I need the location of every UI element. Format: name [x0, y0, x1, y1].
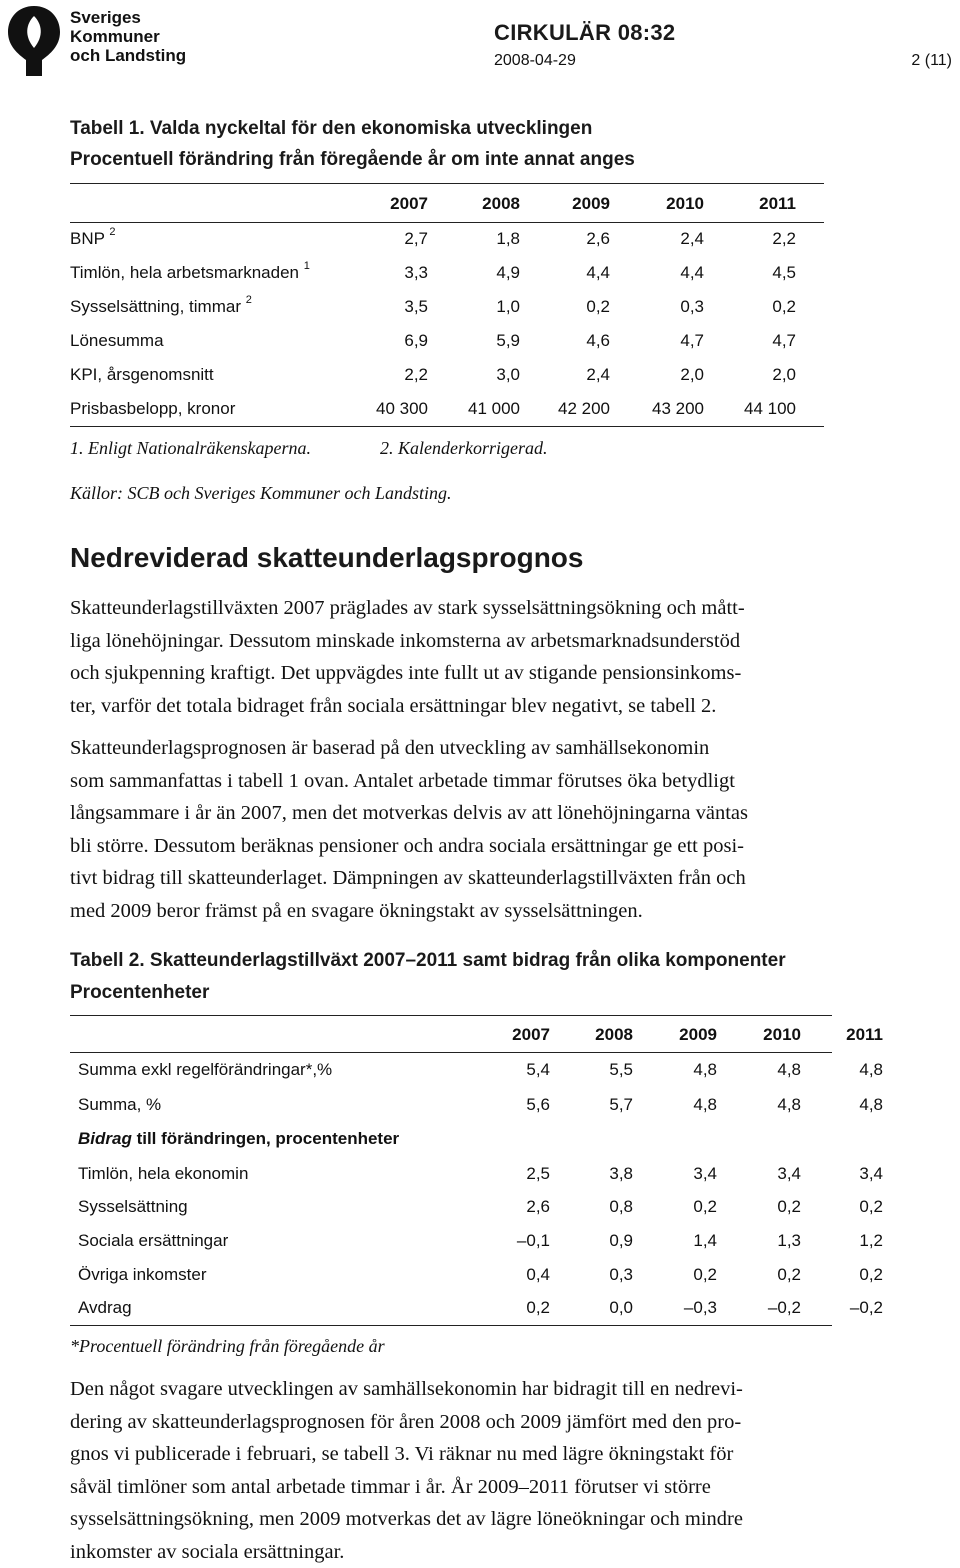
table-cell: 5,9 [440, 331, 520, 351]
row-label: Övriga inkomster [78, 1265, 206, 1285]
table-cell: 4,4 [530, 263, 610, 283]
table-cell: 5,7 [553, 1095, 633, 1115]
footnote-marker: 2 [109, 226, 115, 238]
table-cell: 4,8 [721, 1060, 801, 1080]
year-cell: 2009 [637, 1025, 717, 1045]
table1-subcaption: Procentuell förändring från föregående år om inte annat anges [70, 149, 635, 171]
table-cell: 3,3 [348, 263, 428, 283]
table1-sources: Källor: SCB och Sveriges Kommuner och Landsting. [70, 483, 451, 504]
row-label: Lönesumma [70, 331, 164, 351]
logo-line-3: och Landsting [70, 46, 186, 65]
text-line: inkomster av sociala ersättningar. [70, 1536, 918, 1568]
table-cell: 0,2 [530, 297, 610, 317]
row-label: Timlön, hela ekonomin [78, 1164, 248, 1184]
table-cell: 2,2 [716, 229, 796, 249]
table-row [70, 331, 830, 361]
table-cell: 42 200 [530, 399, 610, 419]
row-label: Timlön, hela arbetsmarknaden [70, 263, 299, 282]
logo-emblem-icon [4, 2, 64, 78]
year-cell: 2007 [348, 194, 428, 214]
table-cell: 4,7 [716, 331, 796, 351]
table2-top-rule [70, 1015, 832, 1016]
table-cell: 2,6 [470, 1197, 550, 1217]
table-cell: 0,9 [553, 1231, 633, 1251]
table1-top-rule [70, 183, 824, 184]
table-cell: 2,4 [624, 229, 704, 249]
row-label: Sysselsättning [78, 1197, 188, 1217]
table-cell: 4,8 [721, 1095, 801, 1115]
table-cell: 0,2 [470, 1298, 550, 1318]
table2-caption: Tabell 2. Skatteunderlagstillväxt 2007–2011 samt bidrag från olika komponenter [70, 950, 786, 972]
table-cell: 1,2 [803, 1231, 883, 1251]
table-row [70, 1265, 850, 1297]
logo-line-1: Sveriges [70, 8, 186, 27]
table-cell: –0,1 [470, 1231, 550, 1251]
text-line: som sammanfattas i tabell 1 ovan. Antalet arbetade timmar förutses öka betydligt [70, 765, 918, 798]
table1-caption: Tabell 1. Valda nyckeltal för den ekonomiska utvecklingen [70, 118, 592, 140]
table-cell: 2,6 [530, 229, 610, 249]
year-cell: 2008 [440, 194, 520, 214]
table-cell: 3,5 [348, 297, 428, 317]
table-cell: 4,8 [637, 1095, 717, 1115]
table2-subcaption: Procentenheter [70, 982, 209, 1004]
table-cell: 0,3 [553, 1265, 633, 1285]
table-row [70, 1231, 850, 1263]
table-cell: 4,4 [624, 263, 704, 283]
table-cell: 3,4 [721, 1164, 801, 1184]
logo [4, 2, 194, 78]
table-cell: 5,5 [553, 1060, 633, 1080]
table2-subheading [70, 1129, 850, 1161]
paragraph-3 [70, 1373, 918, 1568]
year-cell: 2011 [803, 1025, 883, 1045]
table-cell: 1,0 [440, 297, 520, 317]
table-cell: 0,2 [637, 1265, 717, 1285]
table1-note-1: 1. Enligt Nationalräkenskaperna. [70, 438, 311, 459]
text-line: Skatteunderlagsprognosen är baserad på den utveckling av samhällsekonomin [70, 732, 918, 765]
circular-number: CIRKULÄR 08:32 [494, 20, 675, 46]
table-cell: 2,0 [624, 365, 704, 385]
row-label: Sociala ersättningar [78, 1231, 228, 1251]
table1-header-rule [70, 222, 824, 223]
table-cell: 0,2 [637, 1197, 717, 1217]
table-cell: 2,4 [530, 365, 610, 385]
table-cell: 44 100 [716, 399, 796, 419]
table-row [70, 365, 830, 395]
text-line: Den något svagare utvecklingen av samhällsekonomin har bidragit till en nedrevi- [70, 1373, 918, 1406]
table-cell: 5,4 [470, 1060, 550, 1080]
table-cell: 0,2 [721, 1265, 801, 1285]
logo-line-2: Kommuner [70, 27, 186, 46]
row-label: Summa, % [78, 1095, 161, 1115]
table-cell: 2,2 [348, 365, 428, 385]
table-cell: 0,3 [624, 297, 704, 317]
paragraph-2 [70, 732, 918, 927]
table-cell: 4,7 [624, 331, 704, 351]
table-cell: 3,4 [637, 1164, 717, 1184]
table2-header-rule [70, 1052, 832, 1053]
table-cell: 4,8 [803, 1060, 883, 1080]
table-cell: 2,5 [470, 1164, 550, 1184]
table-cell: 1,4 [637, 1231, 717, 1251]
row-label: Sysselsättning, timmar [70, 297, 241, 316]
text-line: sysselsättningsökning, men 2009 motverkas det av lägre löneökningar och mindre [70, 1503, 918, 1536]
section-heading: Nedreviderad skatteunderlagsprognos [70, 542, 583, 574]
table-cell: 5,6 [470, 1095, 550, 1115]
table-cell: 4,9 [440, 263, 520, 283]
year-cell: 2007 [470, 1025, 550, 1045]
circular-date: 2008-04-29 [494, 52, 576, 70]
table-cell: 41 000 [440, 399, 520, 419]
table-cell: 0,4 [470, 1265, 550, 1285]
subheading-text: till förändringen, procentenheter [132, 1129, 399, 1148]
text-line: såväl timlöner som antal arbetade timmar i år. År 2009–2011 förutser vi större [70, 1471, 918, 1504]
row-label: BNP [70, 229, 105, 248]
page-number: 2 (11) [911, 52, 952, 70]
row-label: Prisbasbelopp, kronor [70, 399, 235, 419]
text-line: med 2009 beror främst på en svagare ökningstakt av sysselsättningen. [70, 895, 918, 928]
table-row [70, 1197, 850, 1229]
table-cell: 1,3 [721, 1231, 801, 1251]
table-cell: –0,3 [637, 1298, 717, 1318]
table-cell: 0,8 [553, 1197, 633, 1217]
table-cell: 40 300 [348, 399, 428, 419]
table1-note-2: 2. Kalenderkorrigerad. [380, 438, 547, 459]
text-line: gnos vi publicerade i februari, se tabell 3. Vi räknar nu med lägre ökningstakt för [70, 1438, 918, 1471]
text-line: liga lönehöjningar. Dessutom minskade inkomsterna av arbetsmarknadsunderstöd [70, 625, 918, 658]
table-row [70, 229, 830, 259]
table-row [70, 399, 830, 429]
year-cell: 2009 [530, 194, 610, 214]
text-line: bli större. Dessutom beräknas pensioner och andra sociala ersättningar ge ett posi- [70, 830, 918, 863]
footnote-marker: 1 [304, 260, 310, 272]
subheading-emphasis: Bidrag [78, 1129, 132, 1148]
table-row [70, 1095, 850, 1127]
table-cell: 2,0 [716, 365, 796, 385]
table1-bottom-rule [70, 426, 824, 427]
table-cell: –0,2 [721, 1298, 801, 1318]
text-line: ter, varför det totala bidraget från sociala ersättningar blev negativt, se tabell 2. [70, 690, 918, 723]
table-cell: 3,8 [553, 1164, 633, 1184]
year-cell: 2010 [721, 1025, 801, 1045]
table-cell: 3,0 [440, 365, 520, 385]
row-label: KPI, årsgenomsnitt [70, 365, 214, 385]
table-cell: 0,2 [803, 1197, 883, 1217]
table-cell: 43 200 [624, 399, 704, 419]
table1-header-row [70, 194, 830, 224]
table-cell: 4,6 [530, 331, 610, 351]
table-row [70, 263, 830, 293]
table2-bottom-rule [70, 1325, 832, 1326]
table-cell: 0,2 [803, 1265, 883, 1285]
table-cell: 4,8 [637, 1060, 717, 1080]
table-cell: –0,2 [803, 1298, 883, 1318]
table-cell: 6,9 [348, 331, 428, 351]
row-label: Avdrag [78, 1298, 132, 1318]
table-cell: 0,2 [721, 1197, 801, 1217]
year-cell: 2011 [716, 194, 796, 214]
table-row [70, 1060, 850, 1092]
table-row [70, 297, 830, 327]
year-cell: 2010 [624, 194, 704, 214]
text-line: långsammare i år än 2007, men det motverkas delvis av att lönehöjningarna väntas [70, 797, 918, 830]
table-cell: 2,7 [348, 229, 428, 249]
text-line: Skatteunderlagstillväxten 2007 präglades av stark sysselsättningsökning och mått- [70, 592, 918, 625]
table2-footnote: *Procentuell förändring från föregående år [70, 1336, 385, 1357]
year-cell: 2008 [553, 1025, 633, 1045]
table-cell: 0,0 [553, 1298, 633, 1318]
table-cell: 0,2 [716, 297, 796, 317]
table-cell: 1,8 [440, 229, 520, 249]
table-cell: 3,4 [803, 1164, 883, 1184]
table-cell: 4,8 [803, 1095, 883, 1115]
paragraph-1 [70, 592, 918, 722]
text-line: dering av skatteunderlagsprognosen för åren 2008 och 2009 jämfört med den pro- [70, 1406, 918, 1439]
row-label: Summa exkl regelförändringar*,% [78, 1060, 332, 1080]
footnote-marker: 2 [246, 294, 252, 306]
table-cell: 4,5 [716, 263, 796, 283]
text-line: och sjukpenning kraftigt. Det uppvägdes inte fullt ut av stigande pensionsinkoms- [70, 657, 918, 690]
text-line: tivt bidrag till skatteunderlaget. Dämpningen av skatteunderlagstillväxten från och [70, 862, 918, 895]
table-row [70, 1164, 850, 1196]
